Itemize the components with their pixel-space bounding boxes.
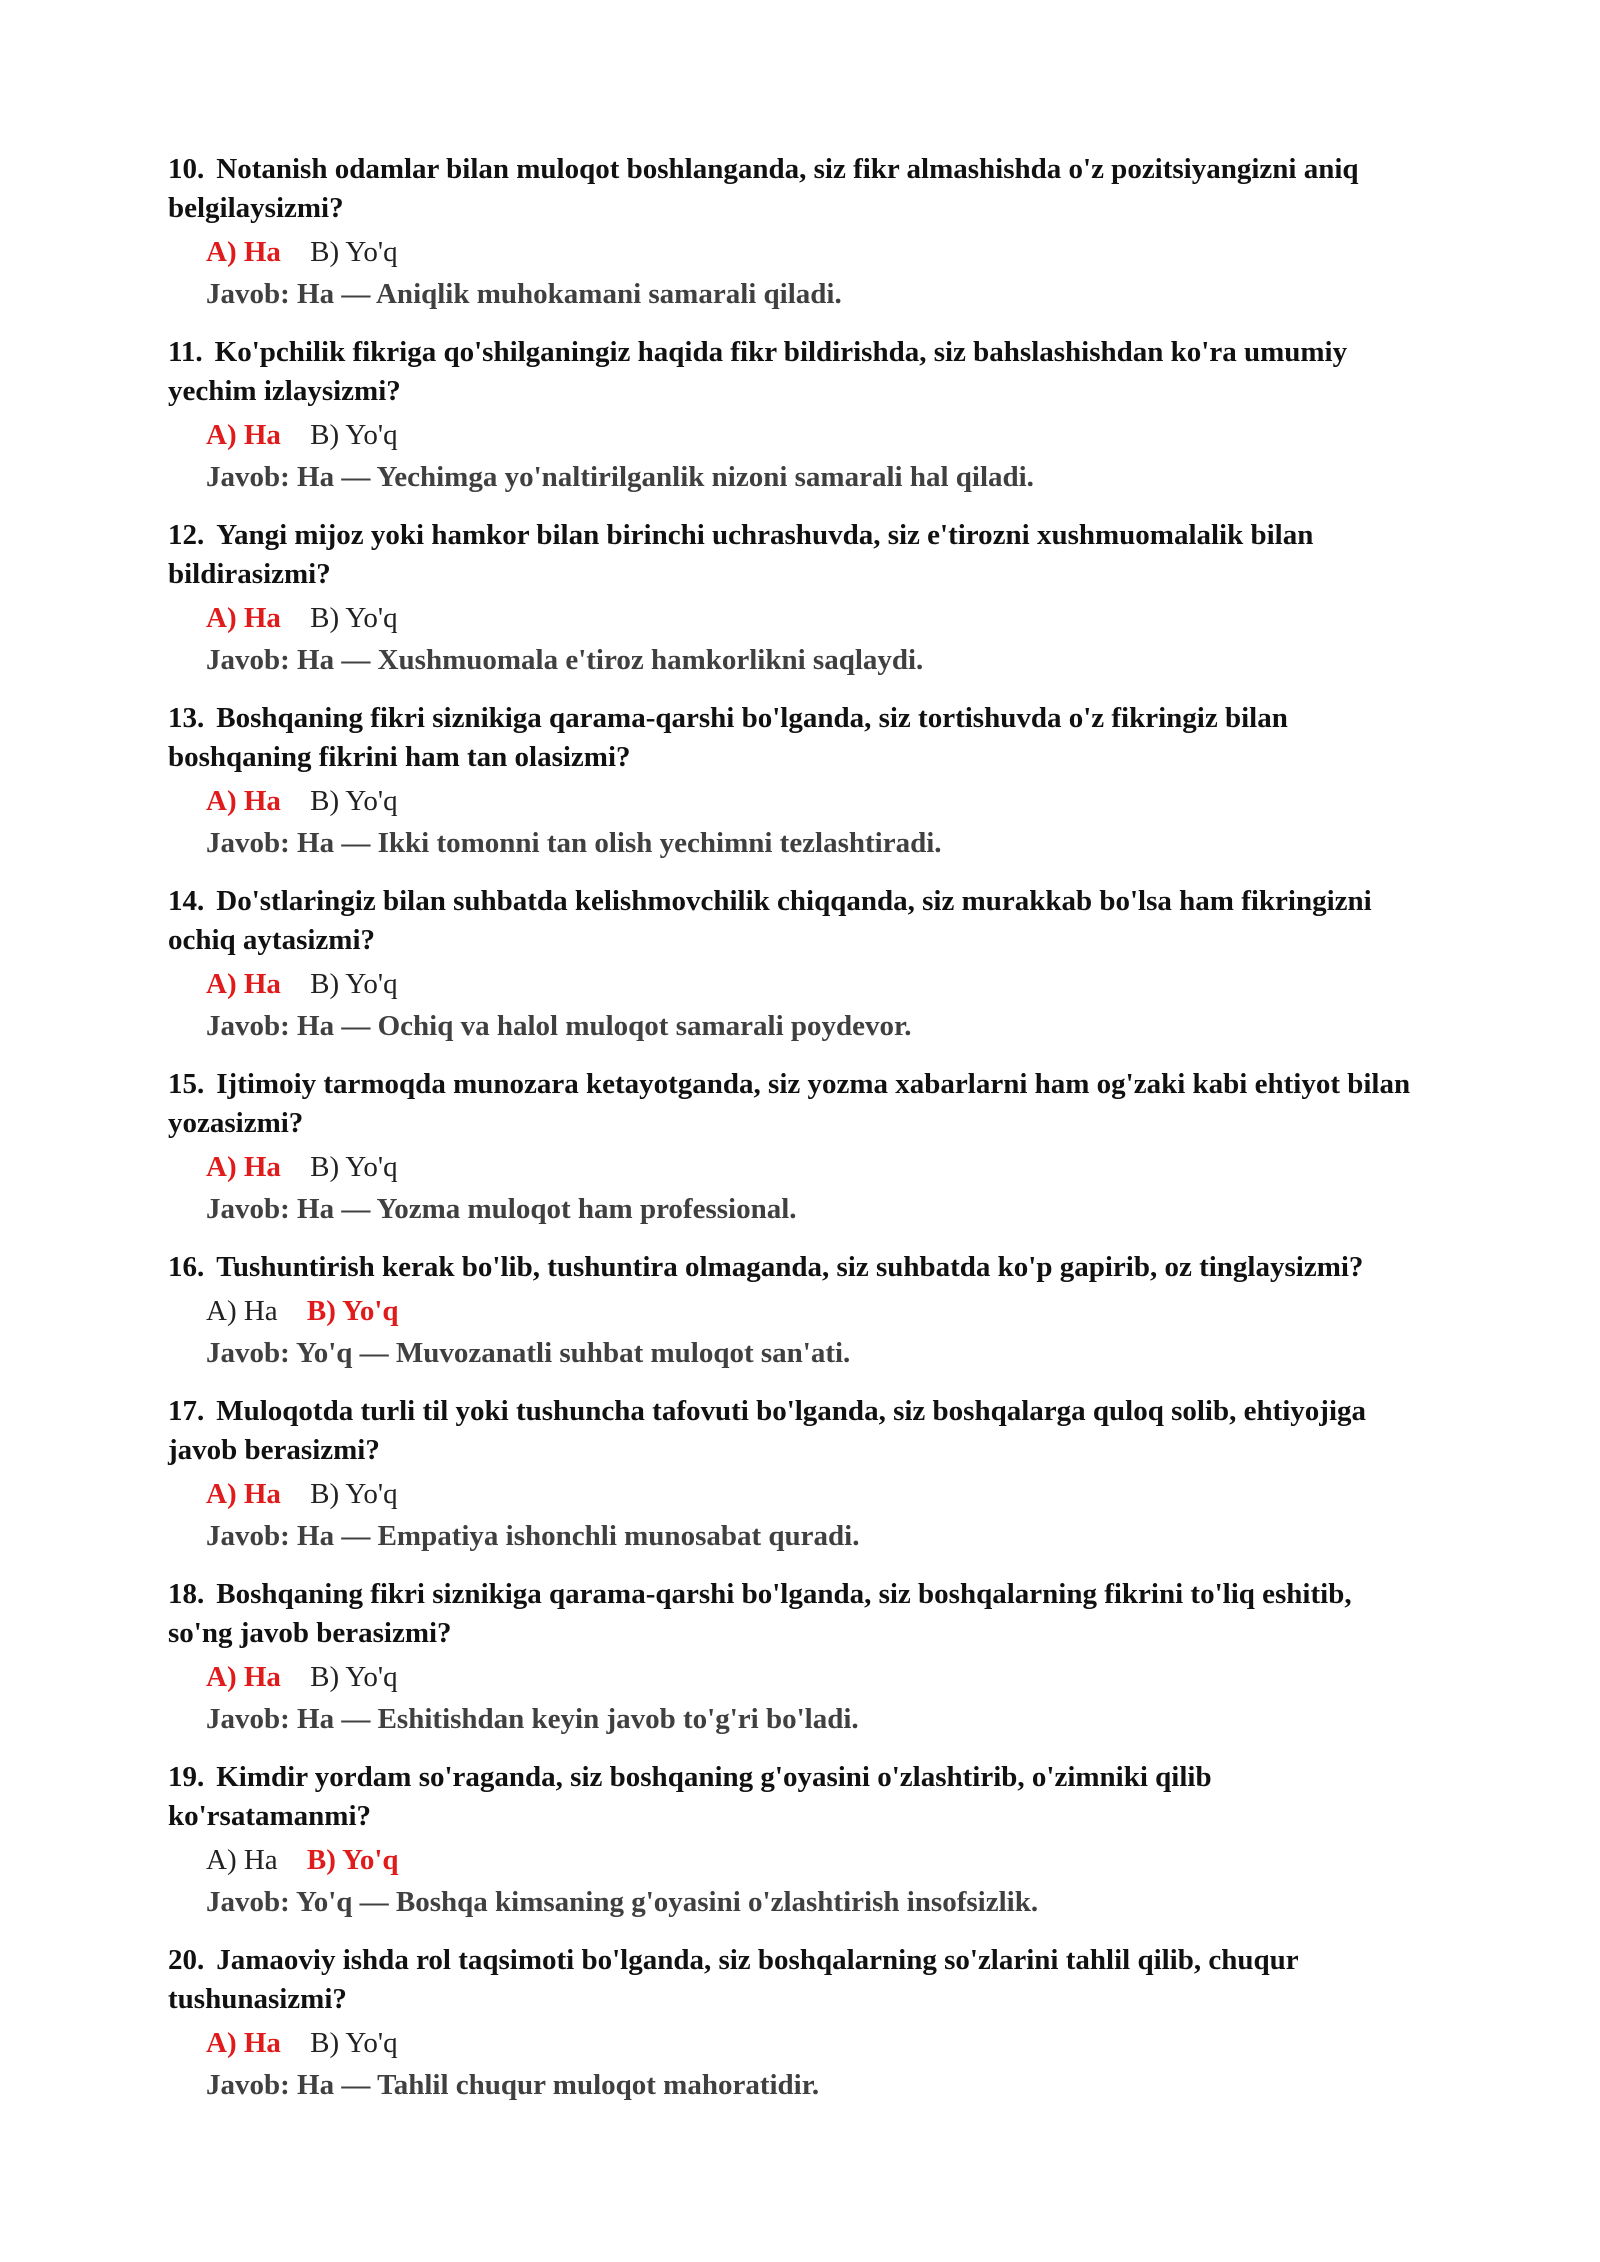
options-row xyxy=(206,1839,1450,1881)
option-b: B) Yo'q xyxy=(310,419,398,451)
question-body: Yangi mijoz yoki hamkor bilan birinchi uchrashuvda, siz e'tirozni xushmuomalalik bilan bildirasizmi? xyxy=(168,519,1314,590)
question-item xyxy=(168,1941,1450,2106)
options-row xyxy=(206,231,1450,273)
question-text xyxy=(168,150,1450,228)
answer-line: Javob: Ha — Tahlil chuqur muloqot mahoratidir. xyxy=(206,2069,820,2101)
question-item xyxy=(168,1392,1450,1557)
question-text xyxy=(168,1758,1450,1836)
question-number: 10. xyxy=(168,153,205,185)
answer-line: Javob: Yo'q — Muvozanatli suhbat muloqot san'ati. xyxy=(206,1337,851,1369)
question-text xyxy=(168,1065,1450,1143)
question-body: Ijtimoiy tarmoqda munozara ketayotganda, siz yozma xabarlarni ham og'zaki kabi ehtiyot bilan yozasizmi? xyxy=(168,1068,1411,1139)
question-body: Boshqaning fikri siznikiga qarama-qarshi bo'lganda, siz tortishuvda o'z fikringiz bilan boshqaning fikrini ham tan olasizmi? xyxy=(168,702,1288,773)
option-a: A) Ha xyxy=(206,236,281,268)
question-text xyxy=(168,1248,1450,1287)
option-b: B) Yo'q xyxy=(310,1478,398,1510)
options-row xyxy=(206,963,1450,1005)
option-b: B) Yo'q xyxy=(310,1661,398,1693)
option-a: A) Ha xyxy=(206,1844,278,1876)
question-body: Notanish odamlar bilan muloqot boshlanganda, siz fikr almashishda o'z pozitsiyangizni aniq belgilaysizmi? xyxy=(168,153,1359,224)
question-number: 13. xyxy=(168,702,205,734)
question-body: Do'stlaringiz bilan suhbatda kelishmovchilik chiqqanda, siz murakkab bo'lsa ham fikringizni ochiq aytasizmi? xyxy=(168,885,1372,956)
question-body: Jamaoviy ishda rol taqsimoti bo'lganda, siz boshqalarning so'zlarini tahlil qilib, chuqur tushunasizmi? xyxy=(168,1944,1299,2015)
question-item xyxy=(168,333,1450,498)
answer-line: Javob: Ha — Ochiq va halol muloqot samarali poydevor. xyxy=(206,1010,912,1042)
option-a: A) Ha xyxy=(206,1478,281,1510)
options-row xyxy=(206,1656,1450,1698)
question-number: 16. xyxy=(168,1251,205,1283)
answer-line: Javob: Ha — Xushmuomala e'tiroz hamkorlikni saqlaydi. xyxy=(206,644,924,676)
question-text xyxy=(168,333,1450,411)
question-number: 11. xyxy=(168,336,203,368)
options-row xyxy=(206,780,1450,822)
question-item xyxy=(168,1248,1450,1374)
question-item xyxy=(168,1758,1450,1923)
option-a: A) Ha xyxy=(206,1661,281,1693)
options-row xyxy=(206,2022,1450,2064)
option-b: B) Yo'q xyxy=(310,236,398,268)
question-body: Muloqotda turli til yoki tushuncha tafovuti bo'lganda, siz boshqalarga quloq solib, ehtiyojiga javob berasizmi? xyxy=(168,1395,1367,1466)
question-number: 14. xyxy=(168,885,205,917)
options-row xyxy=(206,1473,1450,1515)
option-a: A) Ha xyxy=(206,785,281,817)
question-number: 15. xyxy=(168,1068,205,1100)
question-body: Boshqaning fikri siznikiga qarama-qarshi bo'lganda, siz boshqalarning fikrini to'liq eshitib, so'ng javob berasizmi? xyxy=(168,1578,1352,1649)
option-a: A) Ha xyxy=(206,419,281,451)
question-text xyxy=(168,699,1450,777)
question-number: 17. xyxy=(168,1395,205,1427)
question-item xyxy=(168,1065,1450,1230)
question-text xyxy=(168,1941,1450,2019)
options-row xyxy=(206,414,1450,456)
question-number: 12. xyxy=(168,519,205,551)
question-text xyxy=(168,882,1450,960)
question-number: 18. xyxy=(168,1578,205,1610)
option-a: A) Ha xyxy=(206,968,281,1000)
question-text xyxy=(168,516,1450,594)
question-body: Tushuntirish kerak bo'lib, tushuntira olmaganda, siz suhbatda ko'p gapirib, oz tinglaysizmi? xyxy=(216,1251,1364,1283)
question-item xyxy=(168,1575,1450,1740)
question-number: 20. xyxy=(168,1944,205,1976)
question-item xyxy=(168,882,1450,1047)
answer-line: Javob: Yo'q — Boshqa kimsaning g'oyasini o'zlashtirish insofsizlik. xyxy=(206,1886,1039,1918)
answer-line: Javob: Ha — Yechimga yo'naltirilganlik nizoni samarali hal qiladi. xyxy=(206,461,1034,493)
question-item xyxy=(168,150,1450,315)
question-number: 19. xyxy=(168,1761,205,1793)
question-item xyxy=(168,699,1450,864)
option-a: A) Ha xyxy=(206,2027,281,2059)
option-a: A) Ha xyxy=(206,1151,281,1183)
question-item xyxy=(168,516,1450,681)
options-row xyxy=(206,1146,1450,1188)
answer-line: Javob: Ha — Yozma muloqot ham professional. xyxy=(206,1193,797,1225)
option-a: A) Ha xyxy=(206,602,281,634)
option-b: B) Yo'q xyxy=(306,1295,399,1327)
option-b: B) Yo'q xyxy=(310,1151,398,1183)
option-b: B) Yo'q xyxy=(310,602,398,634)
answer-line: Javob: Ha — Ikki tomonni tan olish yechimni tezlashtiradi. xyxy=(206,827,942,859)
answer-line: Javob: Ha — Eshitishdan keyin javob to'g'ri bo'ladi. xyxy=(206,1703,859,1735)
question-text xyxy=(168,1392,1450,1470)
question-text xyxy=(168,1575,1450,1653)
option-b: B) Yo'q xyxy=(310,968,398,1000)
option-b: B) Yo'q xyxy=(310,785,398,817)
option-b: B) Yo'q xyxy=(310,2027,398,2059)
options-row xyxy=(206,1290,1450,1332)
question-body: Kimdir yordam so'raganda, siz boshqaning g'oyasini o'zlashtirib, o'zimniki qilib ko'rsatamanmi? xyxy=(168,1761,1212,1832)
option-b: B) Yo'q xyxy=(306,1844,399,1876)
options-row xyxy=(206,597,1450,639)
option-a: A) Ha xyxy=(206,1295,278,1327)
question-body: Ko'pchilik fikriga qo'shilganingiz haqida fikr bildirishda, siz bahslashishdan ko'ra umumiy yechim izlaysizmi? xyxy=(168,336,1348,407)
answer-line: Javob: Ha — Aniqlik muhokamani samarali qiladi. xyxy=(206,278,842,310)
answer-line: Javob: Ha — Empatiya ishonchli munosabat quradi. xyxy=(206,1520,860,1552)
